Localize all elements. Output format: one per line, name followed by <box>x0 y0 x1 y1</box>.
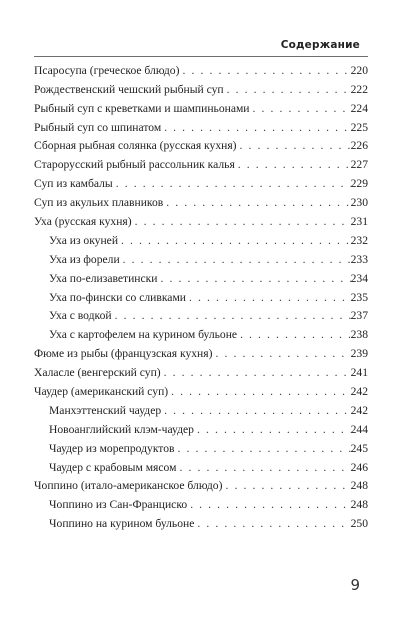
entry-title: Псаросупа (греческое блюдо) <box>34 63 180 77</box>
dot-leader <box>187 498 350 511</box>
toc-entry <box>34 58 368 77</box>
dot-leader <box>186 291 351 304</box>
entry-page-number: 242 <box>350 385 368 399</box>
toc-entry <box>34 77 368 96</box>
entry-title: Старорусский рыбный рассольник калья <box>34 158 235 172</box>
toc-subentry <box>34 228 368 247</box>
dot-leader <box>237 139 351 152</box>
dot-leader <box>161 366 351 379</box>
toc-subentry <box>34 436 368 455</box>
entry-page-number: 227 <box>350 158 368 172</box>
entry-title: Чоппино на курином бульоне <box>49 517 195 531</box>
dot-leader <box>168 385 350 398</box>
toc-entry <box>34 379 368 398</box>
entry-title: Рыбный суп со шпинатом <box>34 120 162 134</box>
dot-leader <box>161 121 350 134</box>
entry-page-number: 231 <box>350 215 368 229</box>
dot-leader <box>212 347 350 360</box>
entry-title: Уха из форели <box>49 252 120 266</box>
toc-subentry <box>34 247 368 266</box>
entry-page-number: 239 <box>350 347 368 361</box>
entry-title: Уха с водкой <box>49 309 112 323</box>
dot-leader <box>113 177 351 190</box>
entry-page-number: 229 <box>350 177 368 191</box>
entry-page-number: 226 <box>350 139 368 153</box>
entry-title: Халасле (венгерский суп) <box>34 366 161 380</box>
entry-title: Уха из окуней <box>49 233 119 247</box>
dot-leader <box>120 253 351 266</box>
entry-page-number: 250 <box>350 517 368 531</box>
dot-leader <box>161 404 350 417</box>
entry-page-number: 238 <box>350 328 368 342</box>
entry-title: Уха по-фински со сливками <box>49 290 186 304</box>
entry-title: Чаудер (американский суп) <box>34 385 169 399</box>
entry-page-number: 246 <box>350 460 368 474</box>
entry-page-number: 244 <box>350 422 368 436</box>
entry-title: Уха с картофелем на курином бульоне <box>49 328 238 342</box>
dot-leader <box>112 309 351 322</box>
toc-subentry <box>34 322 368 341</box>
toc-subentry <box>34 417 368 436</box>
entry-page-number: 245 <box>350 441 368 455</box>
toc-entry <box>34 341 368 360</box>
entry-title: Рождественский чешский рыбный суп <box>34 82 224 96</box>
entry-title: Фюме из рыбы (французская кухня) <box>34 347 213 361</box>
entry-page-number: 222 <box>350 82 368 96</box>
toc-subentry <box>34 455 368 474</box>
toc-subentry <box>34 266 368 285</box>
toc-entry <box>34 474 368 493</box>
entry-page-number: 230 <box>350 196 368 210</box>
toc-entry <box>34 360 368 379</box>
entry-title: Сборная рыбная солянка (русская кухня) <box>34 139 237 153</box>
entry-title: Суп из камбалы <box>34 177 113 191</box>
toc-subentry <box>34 304 368 323</box>
entry-title: Манхэттенский чаудер <box>49 403 162 417</box>
dot-leader <box>179 64 350 77</box>
dot-leader <box>176 461 350 474</box>
toc-entry <box>34 190 368 209</box>
entry-page-number: 224 <box>350 101 368 115</box>
entry-title: Уха (русская кухня) <box>34 215 132 229</box>
page-number: 9 <box>350 576 360 594</box>
entry-page-number: 234 <box>350 271 368 285</box>
toc-subentry <box>34 511 368 530</box>
toc-subentry <box>34 492 368 511</box>
dot-leader <box>250 102 351 115</box>
toc-entry <box>34 134 368 153</box>
dot-leader <box>194 423 351 436</box>
entry-title: Чоппино (итало-американское блюдо) <box>34 479 223 493</box>
entry-title: Суп из акульих плавников <box>34 196 164 210</box>
entry-page-number: 225 <box>350 120 368 134</box>
entry-title: Рыбный суп с креветками и шампиньонами <box>34 101 250 115</box>
toc-subentry <box>34 398 368 417</box>
entry-title: Новоанглийский клэм-чаудер <box>49 422 194 436</box>
entry-page-number: 233 <box>350 252 368 266</box>
entry-page-number: 237 <box>350 309 368 323</box>
toc-entry <box>34 115 368 134</box>
entry-title: Уха по-елизаветински <box>49 271 158 285</box>
entry-page-number: 248 <box>350 498 368 512</box>
dot-leader <box>224 83 351 96</box>
entry-page-number: 248 <box>350 479 368 493</box>
dot-leader <box>118 234 351 247</box>
entry-page-number: 220 <box>350 63 368 77</box>
dot-leader <box>222 479 350 492</box>
header-rule <box>34 56 368 57</box>
toc-entry <box>34 152 368 171</box>
table-of-contents <box>34 58 368 530</box>
entry-title: Чоппино из Сан-Франциско <box>49 498 188 512</box>
entry-page-number: 241 <box>350 366 368 380</box>
entry-page-number: 242 <box>350 403 368 417</box>
entry-title: Чаудер из морепродуктов <box>49 441 175 455</box>
dot-leader <box>132 215 351 228</box>
toc-entry <box>34 171 368 190</box>
dot-leader <box>174 442 350 455</box>
entry-page-number: 232 <box>350 233 368 247</box>
running-head: Содержание <box>280 39 360 51</box>
dot-leader <box>194 517 350 530</box>
toc-entry <box>34 209 368 228</box>
entry-title: Чаудер с крабовым мясом <box>49 460 177 474</box>
dot-leader <box>157 272 350 285</box>
dot-leader <box>163 196 350 209</box>
dot-leader <box>235 158 351 171</box>
dot-leader <box>237 328 351 341</box>
toc-subentry <box>34 285 368 304</box>
toc-entry <box>34 96 368 115</box>
entry-page-number: 235 <box>350 290 368 304</box>
